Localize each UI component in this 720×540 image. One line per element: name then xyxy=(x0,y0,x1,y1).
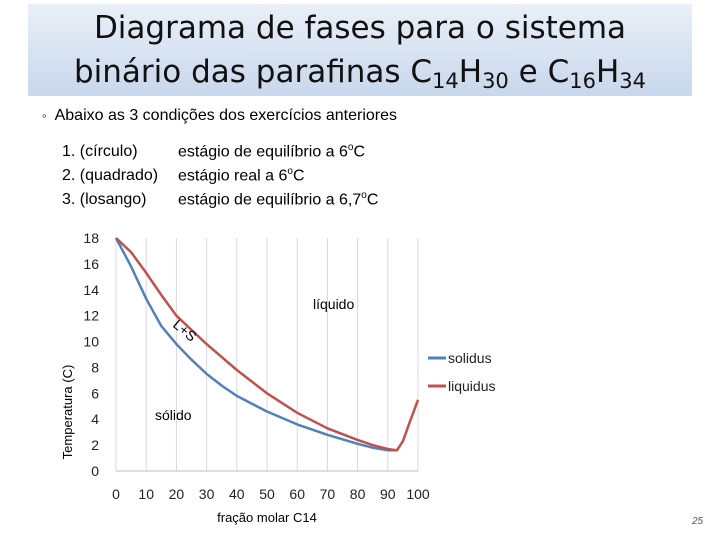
y-axis-ticks xyxy=(83,230,99,479)
x-tick-label: 80 xyxy=(349,486,366,502)
x-tick-label: 0 xyxy=(112,486,120,502)
degree-mark: o xyxy=(361,190,367,201)
x-tick-label: 40 xyxy=(229,486,245,502)
condition-1 xyxy=(62,142,365,161)
y-tick-label: 18 xyxy=(83,230,99,246)
subscript-30: 30 xyxy=(482,69,509,93)
condition-3 xyxy=(62,190,378,209)
chart-legend xyxy=(428,350,495,394)
page-number: 25 xyxy=(692,516,704,527)
condition-text: estágio de equilíbrio a 6 xyxy=(178,143,348,161)
y-tick-label: 14 xyxy=(83,281,99,298)
region-label-solid: sólido xyxy=(155,407,192,423)
bullet-text: Abaixo as 3 condições dos exercícios anteriores xyxy=(54,107,398,124)
phase-diagram-chart xyxy=(0,220,720,540)
condition-label: 2. (quadrado) xyxy=(62,167,159,185)
x-tick-label: 50 xyxy=(259,486,275,502)
slide-title xyxy=(28,6,692,94)
title-line-1: Diagrama de fases para o sistema xyxy=(93,10,627,46)
y-tick-label: 8 xyxy=(91,359,99,376)
y-tick-label: 10 xyxy=(83,333,99,350)
x-tick-label: 60 xyxy=(289,486,305,502)
region-label-liquid: líquido xyxy=(313,296,355,312)
x-tick-label: 90 xyxy=(380,486,396,502)
condition-text: estágio real a 6 xyxy=(178,167,288,185)
degree-mark: o xyxy=(287,166,293,177)
x-tick-label: 10 xyxy=(138,486,154,502)
x-tick-label: 20 xyxy=(168,486,185,502)
region-label-two-phase: L+S xyxy=(170,316,200,345)
x-tick-label: 70 xyxy=(319,486,336,502)
y-tick-label: 4 xyxy=(91,411,99,428)
y-tick-label: 2 xyxy=(91,437,99,454)
bullet-point xyxy=(42,107,397,125)
condition-label: 1. (círculo) xyxy=(62,143,138,161)
condition-text: estágio de equilíbrio a 6,7 xyxy=(178,191,362,209)
subscript-16: 16 xyxy=(569,69,596,93)
legend-label-liquidus: liquidus xyxy=(448,378,496,394)
x-tick-label: 100 xyxy=(406,486,430,502)
title-connector: e C xyxy=(508,54,570,90)
unit: C xyxy=(366,191,379,209)
unit: C xyxy=(292,167,305,185)
y-axis-label: Temperatura (C) xyxy=(60,364,75,460)
y-tick-label: 0 xyxy=(91,463,99,479)
subscript-34: 34 xyxy=(619,69,647,93)
degree-mark: o xyxy=(347,142,354,153)
title-line-2 xyxy=(28,50,692,94)
title-text: binário das parafinas C xyxy=(73,54,433,90)
title-h: H xyxy=(458,54,483,90)
x-axis-ticks xyxy=(112,486,430,502)
subscript-14: 14 xyxy=(432,69,459,93)
unit: C xyxy=(353,143,366,161)
condition-2 xyxy=(62,166,305,185)
chart-grid xyxy=(116,238,418,471)
bullet-icon: ◦ xyxy=(42,108,47,123)
title-h: H xyxy=(595,54,620,90)
legend-label-solidus: solidus xyxy=(448,350,492,366)
y-tick-label: 12 xyxy=(83,307,99,324)
y-tick-label: 6 xyxy=(91,385,99,402)
x-tick-label: 30 xyxy=(198,486,215,502)
x-axis-label: fração molar C14 xyxy=(217,510,317,525)
condition-label: 3. (losango) xyxy=(62,191,147,209)
y-tick-label: 16 xyxy=(83,255,99,272)
